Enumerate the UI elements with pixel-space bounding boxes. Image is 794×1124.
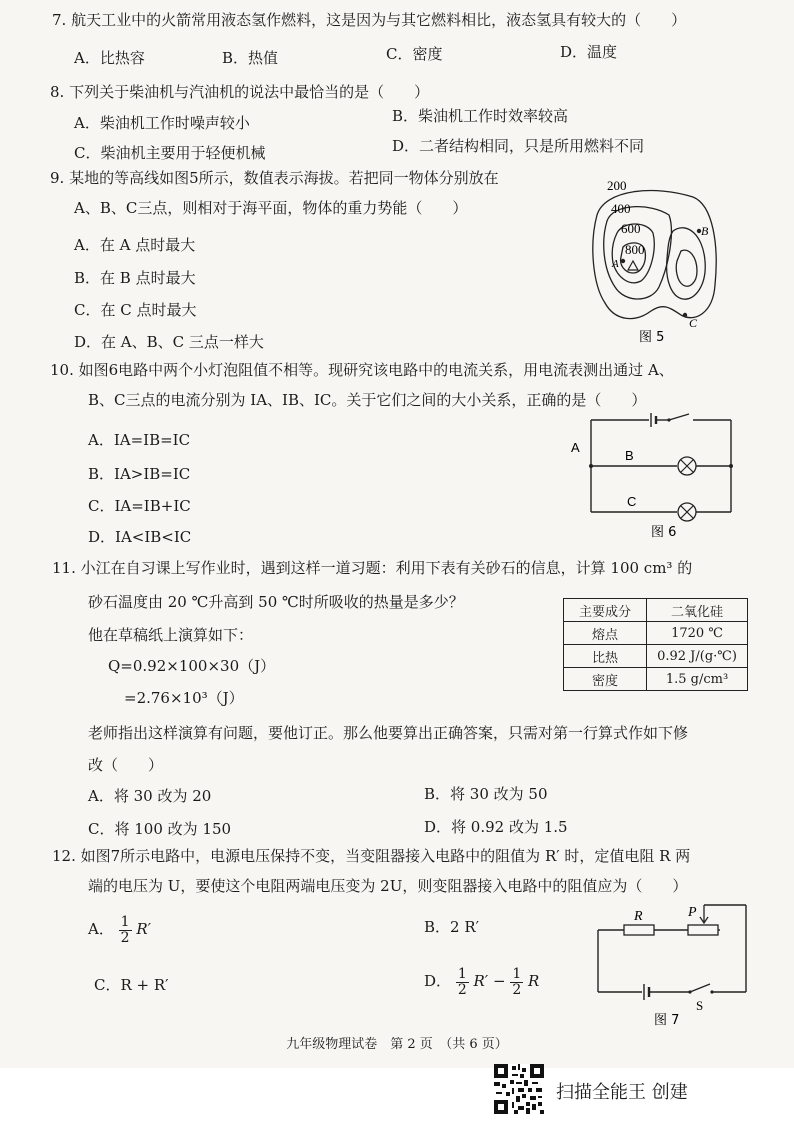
label-600: 600	[621, 221, 641, 236]
label-400: 400	[611, 201, 631, 216]
denominator: 2	[120, 929, 130, 946]
slider-arrow-icon	[700, 905, 708, 923]
q11-stem-line1: 11. 小江在自习课上写作业时，遇到这样一道习题：利用下表有关砂石的信息，计算 100 cm³ 的	[52, 559, 693, 577]
table-row	[564, 599, 748, 622]
point-a-dot	[621, 259, 625, 263]
q11-option-b: B．将 30 改为 50	[424, 785, 548, 803]
option-letter: A．	[88, 920, 114, 938]
q11-option-d: D．将 0.92 改为 1.5	[424, 818, 568, 836]
q11-work-intro: 他在草稿纸上演算如下：	[88, 626, 254, 644]
table-cell: 0.92 J/(g·℃)	[647, 645, 748, 668]
table-cell: 熔点	[564, 622, 647, 645]
q10-stem-line1: 10. 如图6电路中两个小灯泡阻值不相等。现研究该电路中的电流关系，用电流表测出通过 A、	[50, 361, 674, 379]
label-800: 800	[625, 242, 645, 257]
point-c-dot	[683, 313, 687, 317]
sand-info-table	[563, 598, 748, 691]
q10-option-c: C．IA=IB+IC	[88, 497, 191, 515]
figure-7-circuit	[590, 900, 755, 1028]
switch-icon	[690, 984, 710, 992]
label-point-c: C	[689, 316, 698, 330]
q8-option-a: A．柴油机工作时噪声较小	[74, 114, 250, 132]
denominator: 2	[457, 981, 467, 998]
label-200: 200	[607, 178, 627, 193]
q7-option-c: C．密度	[386, 45, 443, 63]
q7-option-a: A．比热容	[74, 49, 145, 67]
switch-icon	[669, 414, 689, 420]
q9-stem-line1: 9. 某地的等高线如图5所示，数值表示海拔。若把同一物体分别放在	[50, 169, 499, 187]
label-switch-s: S	[696, 998, 704, 1013]
table-row	[564, 645, 748, 668]
q12-option-b: B．2 R′	[424, 918, 480, 936]
figure-7-caption: 图 7	[654, 1013, 680, 1028]
figure-5-caption: 图 5	[639, 330, 665, 345]
q12-option-d	[424, 964, 539, 998]
label-point-c: C	[627, 494, 637, 509]
q7-option-b: B．热值	[222, 49, 279, 67]
q11-work-line2: =2.76×10³（J）	[124, 689, 244, 707]
option-letter: D．	[424, 972, 452, 990]
qr-code-icon	[494, 1064, 544, 1114]
table-cell: 密度	[564, 668, 647, 691]
junction-dot	[589, 464, 593, 468]
q8-option-c: C．柴油机主要用于轻便机械	[74, 144, 266, 162]
numerator: 1	[512, 965, 522, 982]
option-expression: R	[528, 972, 540, 990]
q11-teacher-line1: 老师指出这样演算有问题，要他订正。那么他要算出正确答案，只需对第一行算式作如下修	[88, 724, 689, 742]
label-point-a: A	[571, 440, 580, 455]
q12-stem-line2: 端的电压为 U，要使这个电阻两端电压变为 2U，则变阻器接入电路中的阻值应为（ ）	[88, 877, 688, 895]
q9-stem-line2: A、B、C三点，则相对于海平面，物体的重力势能（ ）	[74, 199, 468, 217]
label-point-b: B	[625, 448, 634, 463]
label-point-a: A	[612, 258, 619, 270]
contour-right-outer	[667, 228, 706, 299]
contour-right-inner	[676, 250, 697, 286]
q10-stem-line2: B、C三点的电流分别为 IA、IB、IC。关于它们之间的大小关系，正确的是（ ）	[88, 391, 647, 409]
option-expression: R′ −	[473, 972, 506, 990]
label-resistor-r: R	[634, 909, 643, 924]
lamp-cross	[681, 460, 693, 472]
table-cell: 主要成分	[564, 599, 647, 622]
q12-stem-line1: 12. 如图7所示电路中，电源电压保持不变，当变阻器接入电路中的阻值为 R′ 时，定值电阻 R 两	[52, 847, 691, 865]
table-cell: 比热	[564, 645, 647, 668]
q8-stem: 8. 下列关于柴油机与汽油机的说法中最恰当的是（ ）	[50, 83, 430, 101]
numerator: 1	[120, 913, 130, 930]
table-cell: 1.5 g/cm³	[647, 668, 748, 691]
q12-option-c: C．R + R′	[94, 976, 169, 994]
fraction	[456, 967, 469, 998]
peak-triangle-icon	[628, 261, 638, 270]
rheostat-icon	[688, 925, 718, 935]
q10-option-d: D．IA<IB<IC	[88, 528, 192, 546]
q11-option-a: A．将 30 改为 20	[88, 787, 212, 805]
label-point-b: B	[701, 224, 709, 238]
numerator: 1	[457, 965, 467, 982]
fraction	[119, 915, 132, 946]
q9-option-b: B．在 B 点时最大	[74, 269, 196, 287]
q10-option-b: B．IA>IB=IC	[88, 465, 191, 483]
q11-teacher-line2: 改（ ）	[88, 756, 164, 774]
q11-option-c: C．将 100 改为 150	[88, 820, 232, 838]
page-footer: 九年级物理试卷 第 2 页 （共 6 页）	[286, 1037, 508, 1052]
table-cell: 1720 ℃	[647, 622, 748, 645]
q9-option-d: D．在 A、B、C 三点一样大	[74, 333, 264, 351]
label-slider-p: P	[688, 905, 697, 920]
q11-stem-line2: 砂石温度由 20 ℃升高到 50 ℃时所吸收的热量是多少？	[88, 593, 464, 611]
q9-option-a: A．在 A 点时最大	[74, 236, 196, 254]
q8-option-d: D．二者结构相同，只是所用燃料不同	[392, 137, 645, 155]
q7-option-d: D．温度	[560, 43, 618, 61]
lamp-cross	[681, 506, 693, 518]
denominator: 2	[512, 981, 522, 998]
resistor-r-icon	[624, 925, 654, 935]
figure-6-caption: 图 6	[651, 525, 677, 540]
option-expression: R′	[136, 920, 152, 938]
figure-5-contour-map	[585, 175, 725, 350]
scan-app-credit: 扫描全能王 创建	[556, 1082, 688, 1103]
q12-option-a	[88, 912, 151, 946]
table-cell: 二氧化硅	[647, 599, 748, 622]
q8-option-b: B．柴油机工作时效率较高	[392, 107, 569, 125]
q9-option-c: C．在 C 点时最大	[74, 301, 197, 319]
q7-stem: 7. 航天工业中的火箭常用液态氢作燃料，这是因为与其它燃料相比，液态氢具有较大的（ ）	[52, 11, 687, 29]
junction-dot	[729, 464, 733, 468]
table-row	[564, 668, 748, 691]
fraction	[510, 967, 523, 998]
table-row	[564, 622, 748, 645]
figure-6-circuit	[565, 412, 755, 542]
q10-option-a: A．IA=IB=IC	[88, 431, 191, 449]
q11-work-line1: Q=0.92×100×30（J）	[108, 657, 276, 675]
